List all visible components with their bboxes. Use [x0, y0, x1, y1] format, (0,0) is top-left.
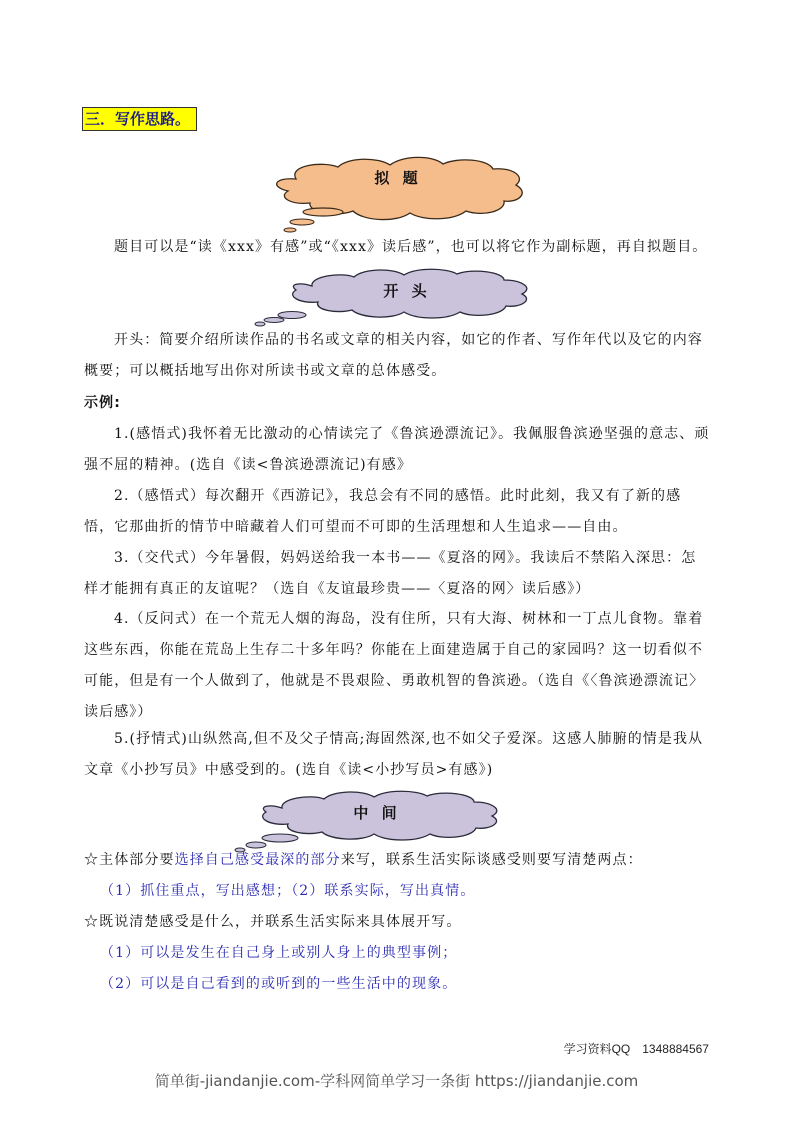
middle-line-3: ☆既说清楚感受是什么，并联系生活实际来具体展开写。: [84, 914, 462, 930]
title-paragraph: 题目可以是“读《xxx》有感”或“《xxx》读后感”，也可以将它作为副标题，再自拟题目。: [114, 239, 708, 255]
example-item: 1.(感悟式)我怀着无比激动的心情读完了《鲁滨逊漂流记》。我佩服鲁滨逊坚强的意志、顽强不屈的精神。(选自《读<鲁滨逊漂流记)有感》: [84, 426, 710, 473]
middle-line-5: （2）可以是自己看到的或听到的一些生活中的现象。: [100, 976, 458, 992]
example-item: 4.（反问式）在一个荒无人烟的海岛，没有住所，只有大海、树林和一丁点儿食物。靠着这些东西，你能在荒岛上生存二十多年吗？你能在上面建造属于自己的家园吗？这一切看似不可能，但是有一个人做到了，他就是不畏艰险、勇敢机智的鲁滨逊。（选自《〈鲁滨逊漂流记〉读后感》）: [84, 611, 705, 720]
cloud-title-label: 拟 题: [374, 169, 422, 187]
example-item: 5.(抒情式)山纵然高,但不及父子情高;海固然深,也不如父子爱深。这感人肺腑的情是我从文章《小抄写员》中感受到的。(选自《读<小抄写员>有感》): [84, 731, 704, 778]
footer-qq: 学习资料QQ 1348884567: [563, 1042, 709, 1056]
watermark: 简单街-jiandanjie.com-学科网简单学习一条街 https://jiandanjie.com: [154, 1072, 639, 1090]
middle-line-1: [84, 845, 710, 876]
middle-line-4: （1）可以是发生在自己身上或别人身上的典型事例；: [100, 945, 458, 961]
cloud-middle-label: 中 间: [353, 804, 401, 822]
cloud-opening: [282, 268, 532, 318]
example-item: 3.（交代式）今年暑假，妈妈送给我一本书——《夏洛的网》。我读后不禁陷入深思：怎样才能拥有真正的友谊呢？（选自《友谊最珍贵——〈夏洛的网〉读后感》）: [84, 550, 697, 597]
opening-paragraph: 开头：简要介绍所读作品的书名或文章的相关内容，如它的作者、写作年代以及它的内容概要；可以概括地写出你对所读书或文章的总体感受。: [84, 332, 703, 379]
middle-line-1-highlight: 选择自己感受最深的部分: [174, 852, 341, 868]
examples-label: 示例:: [84, 395, 121, 411]
middle-line-1-prefix: ☆主体部分要: [84, 852, 175, 868]
section-title: 三．写作思路。: [82, 107, 197, 131]
middle-line-1-suffix: 来写，联系生活实际谈感受则要写清楚两点：: [340, 852, 643, 868]
middle-line-2: （1）抓住重点，写出感想；（2）联系实际，写出真情。: [100, 883, 476, 899]
example-item: 2.（感悟式）每次翻开《西游记》，我总会有不同的感悟。此时此刻，我又有了新的感悟，它那曲折的情节中暗藏着人们可望而不可即的生活理想和人生追求——自由。: [84, 488, 682, 535]
cloud-opening-label: 开 头: [383, 282, 431, 300]
